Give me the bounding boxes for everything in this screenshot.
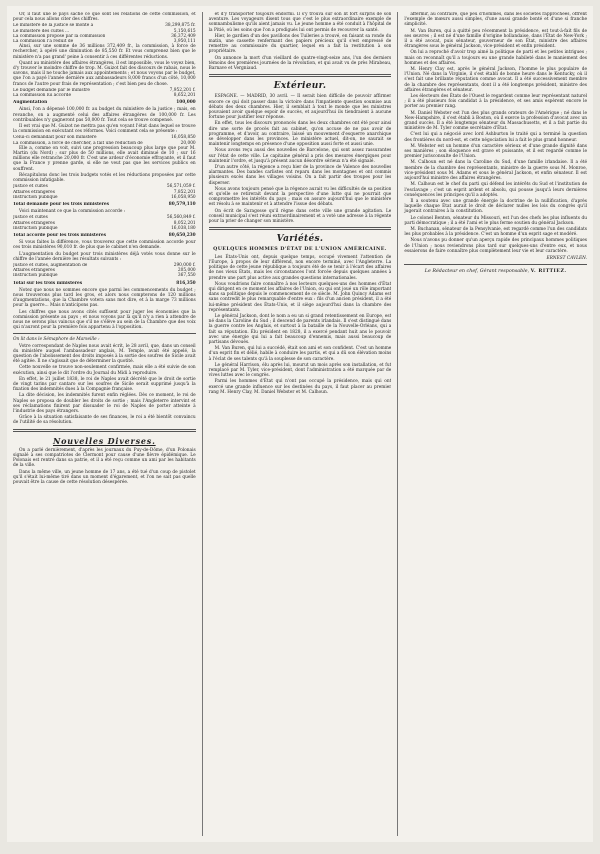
row-label: Le ministère des cultes ... xyxy=(13,28,70,34)
divider xyxy=(13,333,196,334)
row-label: Celui-ci demandait pour son ministère xyxy=(13,135,97,141)
paragraph: C'est lui qui a négocié avec lord Ashburton le traité qui a terminé la question des frontières du nord-est, et cette négociation lui a fait le plus grand honneur. xyxy=(404,132,588,143)
row-value: 20,000 xyxy=(180,140,196,146)
paragraph: Il a soutenu avec une grande énergie la doctrine de la nullification, d'après laquelle chaque État aurait le droit de déclarer nulles les lois du congrès qu'il jugerait contraires à la constitution. xyxy=(404,198,588,215)
paragraph: Votre correspondant de Naples nous avait écrit, le 28 avril, que, dans un conseil du ministère auquel l'ambassadeur anglais, M. Temple, avait été appelé, la question de l'abolissement des droits imposés à la sortie des soufres de Sicile avait été agitée. Il ne s'agissait que de déterminer la quotité. xyxy=(13,343,196,365)
paragraph: On annonce la mort d'un vieillard de quatre-vingt-seize ans, l'un des derniers témoins des premières journées de la révolution, et qui avait vu de près Mirabeau, Barnave et Vergniaud. xyxy=(208,55,392,72)
paragraph: Le colonel Benton, sénateur du Missouri, est l'un des chefs les plus influents du parti démocratique ; il a été l'ami et le plus ferme soutien du général Jackson. xyxy=(404,215,588,226)
row-value: 80,650,230 xyxy=(168,232,196,238)
section-title-exterieur: Extérieur. xyxy=(273,81,327,92)
paragraph: Dans la même ville, un jeune homme de 17 ans, a été tué d'un coup de pistolet qu'il s'était lui-même tiré dans un moment d'égarement, et l'on ne sait pas quelle pouvait être la cause de cette résolution désespérée. xyxy=(13,469,196,486)
total-row xyxy=(13,281,196,286)
paragraph: ESPAGNE. — MADRID, 30 avril. — Il serait bien difficile de pouvoir affirmer encore ce qui doit passer dans la victoire dans l'impatiente question soumise aux débats des deux chambres. Hier, il semblait à tout le monde que les ministres pouvaient avoir quelque espoir de succès, et aujourd'hui ils tiendraient à aucune fortune pour justifier leur réponse. xyxy=(208,94,392,121)
newspaper-page xyxy=(7,6,593,842)
divider xyxy=(13,429,196,432)
row-label: Justice et cultes, augmentation de xyxy=(13,262,88,268)
section-title-varietes: Variétés. xyxy=(276,234,324,245)
row-value: 36,372,409 xyxy=(171,33,196,39)
paragraph: Il est vrai que M. Guizot ne mettra pas qu'en voyant l'état dans lequel se trouve la commission en exécutant ces réformes. Voici comment cela se présente : xyxy=(13,124,196,135)
column-3 xyxy=(397,12,587,836)
paragraph: M. Van Buren, qui a quitté peu récemment la présidence, est tout-à-fait fils de ses œuvres ; il est né d'une famille d'origine hollandaise, dans l'État de New-York ; il a été avocat, puis sénateur, gouverneur de son État, ministre des affaires étrangères sous le général Jackson, vice-président et enfin président. xyxy=(404,28,588,50)
row-label: Affaires étrangères xyxy=(13,189,55,195)
row-value: 7,852,201 xyxy=(173,189,196,195)
paragraph: M. Webster est un homme d'un caractère sérieux et d'une grande dignité dans ses manières ; son éloquence est grave et puissante, et il est regardé comme le premier jurisconsulte de l'Union. xyxy=(404,143,588,160)
paragraph: M. Van Buren, qui lui a succédé, était son ami et son confident. C'est un homme d'un esprit fin et délié, habile à conduire les partis, et qui a dû son élévation moins à l'éclat de ses talents qu'à la souplesse de son caractère. xyxy=(208,346,392,362)
row-value: 56,560,849 f. xyxy=(166,215,196,221)
total-row xyxy=(13,233,196,238)
paragraph: Parmi les hommes d'État qui n'ont pas occupé la présidence, mais qui ont exercé une grande influence sur les destinées du pays, il faut placer au premier rang M. Henry Clay, M. Daniel Webster et M. Calhoun. xyxy=(208,379,392,395)
row-label: Instruction publique xyxy=(13,194,58,200)
paragraph: Voici maintenant ce que la commission accorde : xyxy=(19,209,126,215)
paragraph: Ainsi, sur une somme de 36 millions 372,409 fr., la commission, à force de rechercher, à opéré une diminution de 85,550 fr. Et vous comprenez bien que le ministère n'a pas grand' peine à consentir à ces différentes réductions. xyxy=(13,44,196,60)
row-label: Total accordé pour les trois ministères xyxy=(13,232,107,238)
paragraph: Elle a, comme on voit, suivi une progression beaucoup plus large que pour M. Martin (du Nord) ; sur plus de 50 millions, elle avait diminué de 10 ; sur 16 millions elle retranche 20,000 fr. C'est une ardeur d'économie effrayante, et il faut que la France y prenne garde, si elle ne veut pas que les services publics en souffrent. xyxy=(13,145,196,172)
paragraph: On a parlé dernièrement, d'après les journaux du Puy-de-Dôme, d'un Polonais signalé à ses compatriotes de Clermont pour cause d'une fièvre épidémique. Le Polonais est rentré dans sa patrie, et il a été reçu comme un ami par les habitants de la ville. xyxy=(13,447,196,469)
divider xyxy=(209,227,392,230)
row-value: 16,038,180 xyxy=(171,225,196,231)
paragraph: affermir, au contraire, que peu d'hommes, dans les sociétés rapprochées, offrent l'exemple de mœurs aussi simples, d'une aussi grande bonté et d'une si franche simplicité. xyxy=(404,12,588,28)
total-row xyxy=(13,202,196,207)
table-row xyxy=(13,100,196,105)
paragraph: M. Henry Clay est, après le général Jackson, l'homme le plus populaire de l'Union. Né dans la Virginie, il s'est établi de bonne heure dans le Kentucky, où il s'est fait une brillante réputation comme avocat. Il a été successivement membre de la chambre des représentants, dont il a été longtemps président, ministre des affaires étrangères et sénateur. xyxy=(404,67,588,93)
editor-credit-prefix: Le Rédacteur en chef, Gérant responsable, xyxy=(424,269,530,275)
paragraph: Nous avons reçu aussi des nouvelles de Barcelone, qui sont assez rassurantes sur l'état de cette ville. Le capitaine général a pris des mesures énergiques pour maintenir l'ordre, et jusqu'à présent aucun désordre sérieux n'a été signalé. xyxy=(208,148,392,164)
column-1 xyxy=(13,12,196,836)
row-value: 16,058,950 xyxy=(171,194,196,200)
paragraph: Nous voudrions faire connaître à nos lecteurs quelques-uns des hommes d'État qui dirigent en ce moment les affaires de l'Union, ou qui ont joué un rôle important dans sa politique depuis le commencement de ce siècle. M. John Quincy Adams est sans contredit le plus remarquable d'entre eux : fils d'un ancien président, il a été lui-même président des États-Unis, et il siège aujourd'hui dans la chambre des représentants. xyxy=(208,281,392,313)
row-label: Affaires étrangères xyxy=(13,268,55,274)
paragraph: Récapitulons donc les trois budgets votés et les réductions proposées par cette commission infatigable. xyxy=(13,172,196,184)
paragraph: Les chiffres que nous avons cités suffisent pour juger les économies que la commission présente au pays ; et nous voyons par là qu'il n'y a rien à attendre de nous ne serons plus vaincus que s'il ne s'élève au sein de la Chambre que des voix qui n'auront pour la première fois appartenu à l'opposition. xyxy=(13,309,196,331)
paragraph: et d'y transporter toujours endormi. Il s'y trouva sur son lit fort surpris de son aventure. Les voyageurs disent tous que c'est le plus extraordinaire exemple de somnambulisme qu'ils aient jamais vu. Le jeune homme a été conduit à l'hôpital de la Pitié, où les soins que l'on a prodigués lui ont permis de recouvrer la santé. xyxy=(208,12,392,33)
row-label: Justice et cultes xyxy=(13,215,48,221)
paragraph: Grâce à la situation satisfaisante de ses finances, le roi a été bientôt convaincu de l'utilité de sa résolution. xyxy=(13,415,196,426)
editor-credit xyxy=(404,269,587,274)
paragraph: Le général Harrison, élu après lui, mourut un mois après son installation, et fut remplacé par M. Tyler, vice-président, dont l'administration a été marquée par de vives luttes avec le congrès. xyxy=(208,362,392,379)
paragraph: Si vous faites la différence, vous trouverez que cette commission accorde pour ces trois ministères 90,010 fr. de plus que le cabinet n'en demande. xyxy=(13,240,196,251)
row-label: Instruction publique xyxy=(13,225,58,231)
row-label: Le budget demandé par le ministre xyxy=(13,87,90,93)
row-value: 3,950,111 xyxy=(173,39,196,45)
paragraph: Quant au ministère des affaires étrangères, il est impossible, vous le voyez bien, d'y trouver le moindre chiffre de trop. M. Guizot fait des discours de rabais, nous le savons, mais il ne touche jamais aux appointements ; et nous voyons par le budget, que l'on a payé l'année dernière aux ambassadeurs 8,000 francs d'un côté, 10,000 francs de l'autre pour frais de représentation ; c'est bien peu de chose. xyxy=(13,60,196,87)
row-label: Augmentation xyxy=(13,100,48,106)
paragraph: On écrit de Saragosse qu'il règne dans cette ville une grande agitation. Le conseil municipal s'est réuni extraordinairement et a voté une adresse à la régente pour la prier de changer son ministère. xyxy=(208,208,392,225)
row-label: Justice et cultes xyxy=(13,184,48,190)
row-value: 5,150,615 xyxy=(173,28,196,34)
paragraph: D'un autre côté, la régence a reçu hier de la province de Valence des nouvelles alarmantes. Des bandes carlistes ont reparu dans les montagnes et ont commis plusieurs excès dans les villages voisins. On a fait partir des troupes pour les disperser. xyxy=(208,165,392,186)
row-value: 8,652,201 xyxy=(173,93,196,99)
section-title-nouvelles: Nouvelles Diverses. xyxy=(52,435,156,446)
column-2 xyxy=(202,12,392,836)
row-label: La commission l'a réduit de xyxy=(13,39,74,45)
article-title: QUELQUES HOMMES D'ÉTAT DE L'UNION AMÉRICAINE. xyxy=(213,246,387,253)
row-label: La commission, à force de chercher, a fait une réduction de xyxy=(13,140,143,146)
divider xyxy=(209,74,392,77)
section-heading-marseille: On lit dans le Sémaphore de Marseille : xyxy=(13,337,100,343)
row-value: 816,350 xyxy=(176,280,196,286)
row-value: 8,052,201 xyxy=(173,220,196,226)
paragraph: M. Calhoun est né dans la Caroline du Sud, d'une famille irlandaise. Il a été membre de la chambre des représentants, ministre de la guerre sous M. Monroe, vice-président sous M. Adams et sous le général Jackson, et enfin sénateur. Il est aujourd'hui ministre des affaires étrangères. xyxy=(404,160,588,182)
paragraph: Notez que nous ne sommes encore que parmi les commencements du budget ; nous trouverons plus tard les gros, et alors nous compterons de 120 millions d'augmentations, que la Chambre votera sans mot dire, et à la marge 73 millions pour la guerre... Mais n'anticipons pas. xyxy=(13,287,196,309)
row-label: Instruction publique xyxy=(13,273,58,279)
row-value: 38,299,875 fr. xyxy=(165,23,196,29)
row-value: 290,000 f. xyxy=(173,262,196,268)
paragraph: La dite décision, les indemnités furent enfin réglées. Dès ce moment, le roi de Naples se proposa de doubler les droits de sortie ; mais l'Angleterre intervint et ses réclamations finirent par dissuader le roi de Naples de porter atteinte à l'industrie des pays étrangers. xyxy=(13,393,196,415)
row-label: La commission propose par la commission xyxy=(13,33,106,39)
paragraph: Ainsi, l'on a dépensé 100,000 fr. au budget du ministère de la justice ; mais, en revanche, on a augmenté celui des affaires étrangères de 100,000 fr. Les contribuables n'y gagneront pas 50,000 fr. Tout cela se trouve compensé. xyxy=(13,107,196,123)
row-value: 80,579,110 xyxy=(168,201,196,207)
row-label: Le ministère de la justice se monte à xyxy=(13,23,94,29)
paragraph: Les États-Unis ont, depuis quelque temps, occupé vivement l'attention de l'Europe, à propos de leur différend, non encore terminé, avec l'Angleterre. La politique de cette jeune république a toujours été de se tenir à l'écart des affaires de nos vieux États, mais les circonstances l'ont forcée depuis quelques années à prendre une part plus active aux grandes questions internationales. xyxy=(208,254,392,281)
table-row xyxy=(13,226,196,231)
row-value: 56,571,059 f. xyxy=(166,184,196,190)
paragraph: Hier, le gardien d'un des pavillons des Tuileries a trouvé, en faisant sa ronde du matin, une cassette renfermant des papiers précieux qu'il s'est empressé de remettre au commissaire du quartier, lequel en a fait la restitution à son propriétaire. xyxy=(208,33,392,55)
row-value: 16,058,850 xyxy=(171,135,196,141)
editor-credit-name: V. RITTIEZ. xyxy=(530,268,567,275)
row-value: 205,000 xyxy=(177,268,196,274)
row-label: Total demandé pour les trois ministères xyxy=(13,201,110,207)
paragraph: Nous avons toujours pensé que la régence aurait vu les difficultés de sa position et qu'elle se retirerait devant la perspective d'une lutte qui ne pourrait que compromettre les intérêts du pays ; mais on assure aujourd'hui que le ministère est résolu à se maintenir et à attendre l'issue des débats. xyxy=(208,186,392,208)
row-value: 367,550 xyxy=(177,273,196,279)
article-signature: ERNEST CAVLEN. xyxy=(546,255,588,261)
row-label: La commission lui accorde xyxy=(13,93,71,99)
paragraph: On lui a reproché d'avoir trop aimé la politique de parti et les petites intrigues ; mais on reconnaît qu'il a toujours eu une grande habileté dans le maniement des hommes et des affaires. xyxy=(404,50,588,66)
paragraph: En effet, le 21 juillet 1838, le roi de Naples avait décrété que le droit de sortie de vingt tarins par cantaro sur les soufres de Sicile serait supprimé jusqu'à la fixation des indemnités dues à la Compagnie française. xyxy=(13,376,196,393)
row-value: 7,952,201 f. xyxy=(169,87,196,93)
paragraph: En effet, tous les discours prononcés dans les deux chambres ont été pour ainsi dire une sorte de procès fait au cabinet, qu'on accuse de ne pas avoir de programme, et d'avoir, au contraire, laissé un mouvement d'esquerre anarchique se développer dans les provinces. Le ministère actuel, dit-on, ne saurait se maintenir longtemps en présence d'une opposition aussi forte et aussi unie. xyxy=(208,121,392,148)
paragraph: Cette nouvelle se trouve non-seulement confirmée, mais elle a été suivie de son exécution, ainsi que le dit l'ordre du Journal du Midi à reproduire. xyxy=(13,365,196,376)
paragraph: Nous n'avons pu donner qu'un aperçu rapide des principaux hommes politiques de l'Union ; nous reviendrons plus tard sur quelques-uns d'entre eux, et nous essaierons de faire connaître plus complètement leur vie et leur caractère. xyxy=(404,238,588,254)
paragraph: M. Daniel Webster est l'un des plus grands orateurs de l'Amérique ; né dans le New-Hampshire, il s'est établi à Boston, où il exerce la profession d'avocat avec un grand succès. Il a été longtemps sénateur du Massachusetts, et il a fait partie du ministère de M. Tyler comme secrétaire d'État. xyxy=(404,110,588,132)
paragraph: M. Calhoun est le chef du parti qui défend les intérêts du Sud et l'institution de l'esclavage ; c'est un esprit ardent et absolu, qui pousse jusqu'à leurs dernières conséquences les principes qu'il a adoptés. xyxy=(404,182,588,198)
divider xyxy=(404,264,587,265)
table-row xyxy=(13,195,196,200)
paragraph: Or, il faut une le pays sache ce que sont les relations de cette commission, et pour cela nous allons citer des chiffres. xyxy=(13,12,196,23)
paragraph: M. Buchanan, sénateur de la Pensylvanie, est regardé comme l'un des candidats les plus probables à la présidence. C'est un homme d'un esprit sage et modéré. xyxy=(404,226,588,238)
table-row xyxy=(13,273,196,278)
row-label: Affaires étrangères xyxy=(13,220,55,226)
paragraph: Le général Jackson, dont le nom a eu un si grand retentissement en Europe, est né dans la Caroline du Sud ; il descend de parents irlandais. Il s'est distingué dans la guerre contre les Anglais, et surtout à la bataille de la Nouvelle-Orléans, qui a fait sa réputation. Élu président en 1828, il a exercé pendant huit ans le pouvoir avec une énergie qui lui a fait beaucoup d'ennemis, mais aussi beaucoup de partisans dévoués. xyxy=(208,313,392,345)
paragraph: Les électeurs des États de l'Ouest le regardent comme leur représentant naturel ; il a été plusieurs fois candidat à la présidence, et ses amis espèrent encore le porter au premier rang. xyxy=(404,94,588,110)
paragraph: L'augmentation du budget pour trois ministères déjà votés vous donne sur le chiffre de l'année dernière les résultats suivants : xyxy=(13,251,196,262)
table-row xyxy=(13,93,196,98)
row-label: Total sur les trois ministères xyxy=(13,280,83,286)
row-value: 100,000 xyxy=(176,100,196,106)
